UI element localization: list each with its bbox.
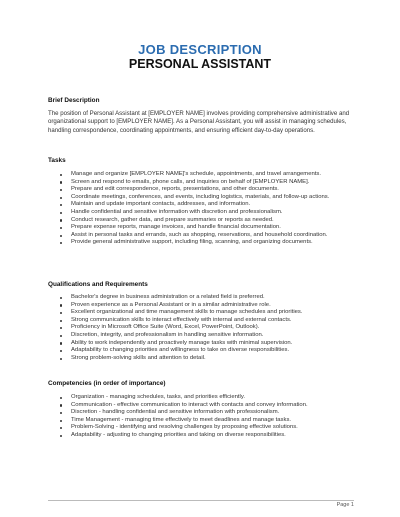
list-item: Provide general administrative support, including filing, scanning, and organizing documents. — [60, 239, 358, 247]
list-item: Ability to work independently and proactively manage tasks with minimal supervision. — [60, 340, 358, 348]
list-item: Proven experience as a Personal Assistant or in a similar administrative role. — [60, 302, 358, 310]
tasks-heading: Tasks — [48, 157, 66, 164]
document-title: JOB DESCRIPTION — [138, 42, 262, 57]
list-item: Adaptability - adjusting to changing priorities and taking on diverse responsibilities. — [60, 432, 358, 440]
list-item: Communication - effective communication to interact with contacts and convey information. — [60, 402, 358, 410]
list-item: Excellent organizational and time management skills to manage schedules and priorities. — [60, 309, 358, 317]
list-item: Organization - managing schedules, tasks, and priorities efficiently. — [60, 394, 358, 402]
job-title: PERSONAL ASSISTANT — [128, 57, 272, 71]
list-item: Screen and respond to emails, phone calls, and inquiries on behalf of [EMPLOYER NAME]. — [60, 179, 358, 187]
list-item: Discretion, integrity, and professionalism in handling sensitive information. — [60, 332, 358, 340]
list-item: Prepare expense reports, manage invoices, and handle financial documentation. — [60, 224, 358, 232]
list-item: Handle confidential and sensitive information with discretion and professionalism. — [60, 209, 358, 217]
qualifications-list — [60, 294, 358, 362]
list-item: Problem-Solving - identifying and resolving challenges by proposing effective solutions. — [60, 424, 358, 432]
list-item: Discretion - handling confidential and sensitive information with professionalism. — [60, 409, 358, 417]
list-item: Assist in personal tasks and errands, such as shopping, reservations, and household coordination. — [60, 232, 358, 240]
page-number: Page 1 — [336, 502, 354, 508]
competencies-heading: Competencies (in order of importance) — [48, 380, 166, 387]
list-item: Coordinate meetings, conferences, and events, including logistics, materials, and follow-up actions. — [60, 194, 358, 202]
list-item: Adaptability to changing priorities and willingness to take on diverse responsibilities. — [60, 347, 358, 355]
document-header — [0, 42, 400, 72]
footer-divider — [48, 500, 354, 501]
list-item: Prepare and edit correspondence, reports, presentations, and other documents. — [60, 186, 358, 194]
qualifications-heading: Qualifications and Requirements — [48, 281, 148, 288]
competencies-list — [60, 394, 358, 440]
list-item: Manage and organize [EMPLOYER NAME]'s schedule, appointments, and travel arrangements. — [60, 171, 358, 179]
list-item: Proficiency in Microsoft Office Suite (Word, Excel, PowerPoint, Outlook). — [60, 324, 358, 332]
list-item: Strong communication skills to interact effectively with internal and external contacts. — [60, 317, 358, 325]
list-item: Strong problem-solving skills and attention to detail. — [60, 355, 358, 363]
list-item: Maintain and update important contacts, addresses, and information. — [60, 201, 358, 209]
list-item: Conduct research, gather data, and prepare summaries or reports as needed. — [60, 217, 358, 225]
tasks-list — [60, 171, 358, 247]
list-item: Time Management - managing time effectively to meet deadlines and manage tasks. — [60, 417, 358, 425]
list-item: Bachelor's degree in business administration or a related field is preferred. — [60, 294, 358, 302]
brief-description-heading: Brief Description — [48, 97, 100, 104]
brief-description-text: The position of Personal Assistant at [EMPLOYER NAME] involves providing comprehensive administrative and organizational support to [EMPLOYER NAME]. As a Personal Assistant, you will assist in managing schedules, handling correspondence, coordinating appointments, and ensuring efficient day-to-day operations. — [48, 110, 350, 134]
